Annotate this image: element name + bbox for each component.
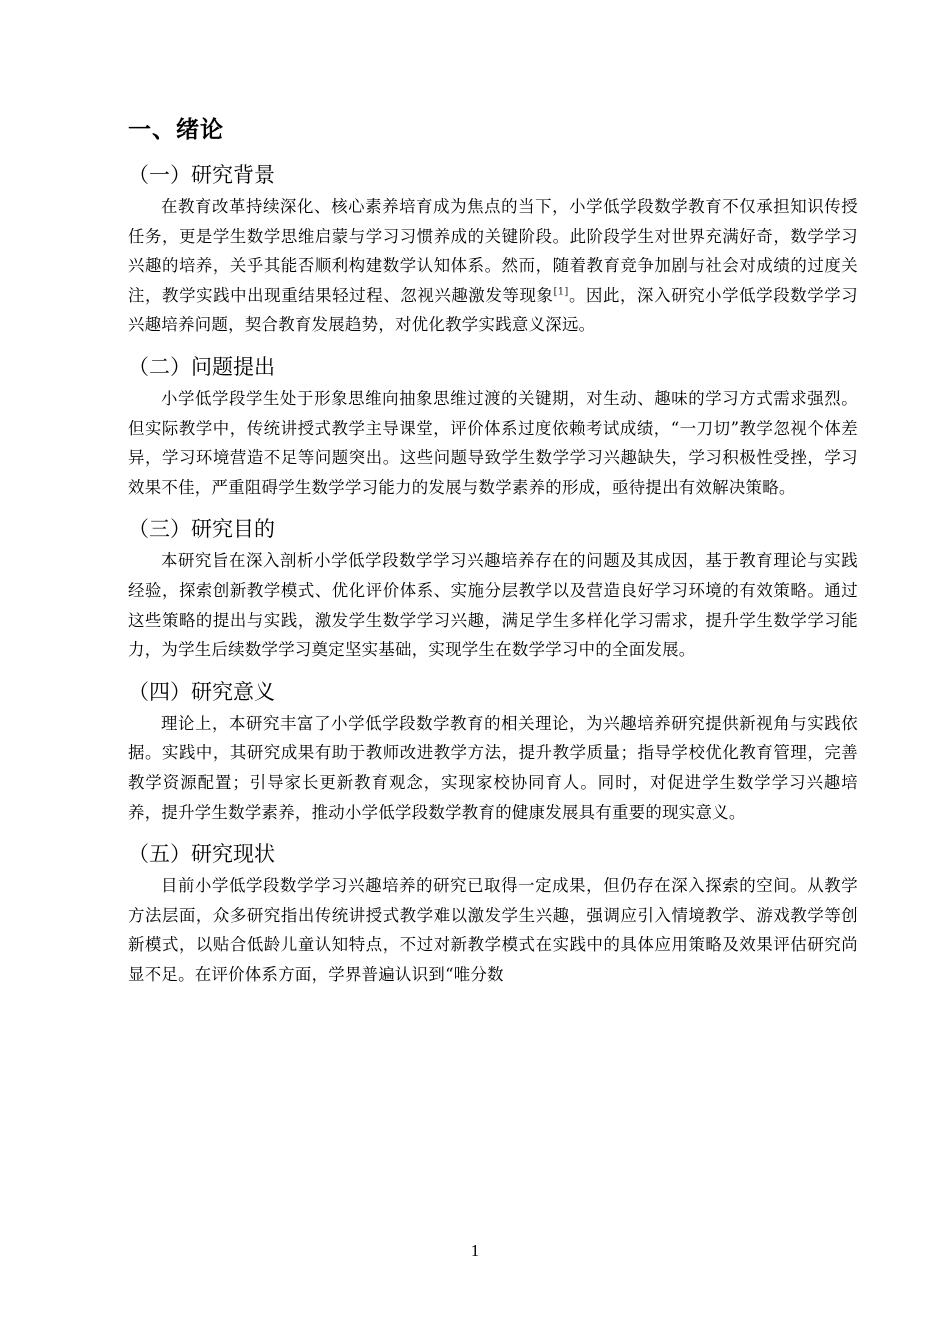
paragraph-problem: 小学低学段学生处于形象思维向抽象思维过渡的关键期，对生动、趣味的学习方式需求强烈。但实际教学中，传统讲授式教学主导课堂，评价体系过度依赖考试成绩，“一刀切”教学忽视个体差异，学习环境营造不足等问题突出。这些问题导致学生数学学习兴趣缺失，学习积极性受挫，学习效果不佳，严重阻碍学生数学学习能力的发展与数学素养的形成，亟待提出有效解决策略。: [128, 388, 858, 497]
paragraph-text: 。因此，深入研究小学低学段数学学习兴趣培养问题，契合教育发展趋势，对优化教学实践意义深远。: [128, 285, 858, 335]
section-title-status: （五）研究现状: [128, 842, 275, 867]
section-title-purpose: （三）研究目的: [128, 517, 275, 542]
paragraph-purpose: 本研究旨在深入剖析小学低学段数学学习兴趣培养存在的问题及其成因，基于教育理论与实践经验，探索创新教学模式、优化评价体系、实施分层教学以及营造良好学习环境的有效策略。通过这些策略的提出与实践，激发学生数学学习兴趣，满足学生多样化学习需求，提升学生数学学习能力，为学生后续数学学习奠定坚实基础，实现学生在数学学习中的全面发展。: [128, 551, 858, 660]
page-content: [128, 112, 858, 999]
section-title-problem: （二）问题提出: [128, 354, 275, 379]
paragraph-significance: 理论上，本研究丰富了小学低学段数学教育的相关理论，为兴趣培养研究提供新视角与实践依据。实践中，其研究成果有助于教师改进教学方法，提升教学质量；指导学校优化教育管理，完善教学资源配置；引导家长更新教育观念，实现家校协同育人。同时，对促进学生数学学习兴趣培养，提升学生数学素养，推动小学低学段数学教育的健康发展具有重要的现实意义。: [128, 713, 858, 822]
paragraph-text: 在教育改革持续深化、核心素养培育成为焦点的当下，小学低学段数学教育不仅承担知识传授任务，更是学生数学思维启蒙与学习习惯养成的关键阶段。此阶段学生对世界充满好奇，数学学习兴趣的培养，关乎其能否顺利构建数学认知体系。然而，随着教育竞争加剧与社会对成绩的过度关注，教学实践中出现重结果轻过程、忽视兴趣激发等现象: [128, 197, 858, 305]
section-title-background: （一）研究背景: [128, 163, 275, 187]
paragraph-background: [128, 192, 858, 340]
section-title-significance: （四）研究意义: [128, 679, 275, 704]
paragraph-status: 目前小学低学段数学学习兴趣培养的研究已取得一定成果，但仍存在深入探索的空间。从教学方法层面，众多研究指出传统讲授式教学难以激发学生兴趣，强调应引入情境教学、游戏教学等创新模式，以贴合低龄儿童认知特点，不过对新教学模式在实践中的具体应用策略及效果评估研究尚显不足。在评价体系方面，学界普遍认识到“唯分数: [128, 876, 858, 984]
page-number: 1: [470, 1241, 480, 1260]
chapter-title: 一、绪论: [128, 117, 224, 143]
citation-marker: [1]: [553, 286, 569, 298]
